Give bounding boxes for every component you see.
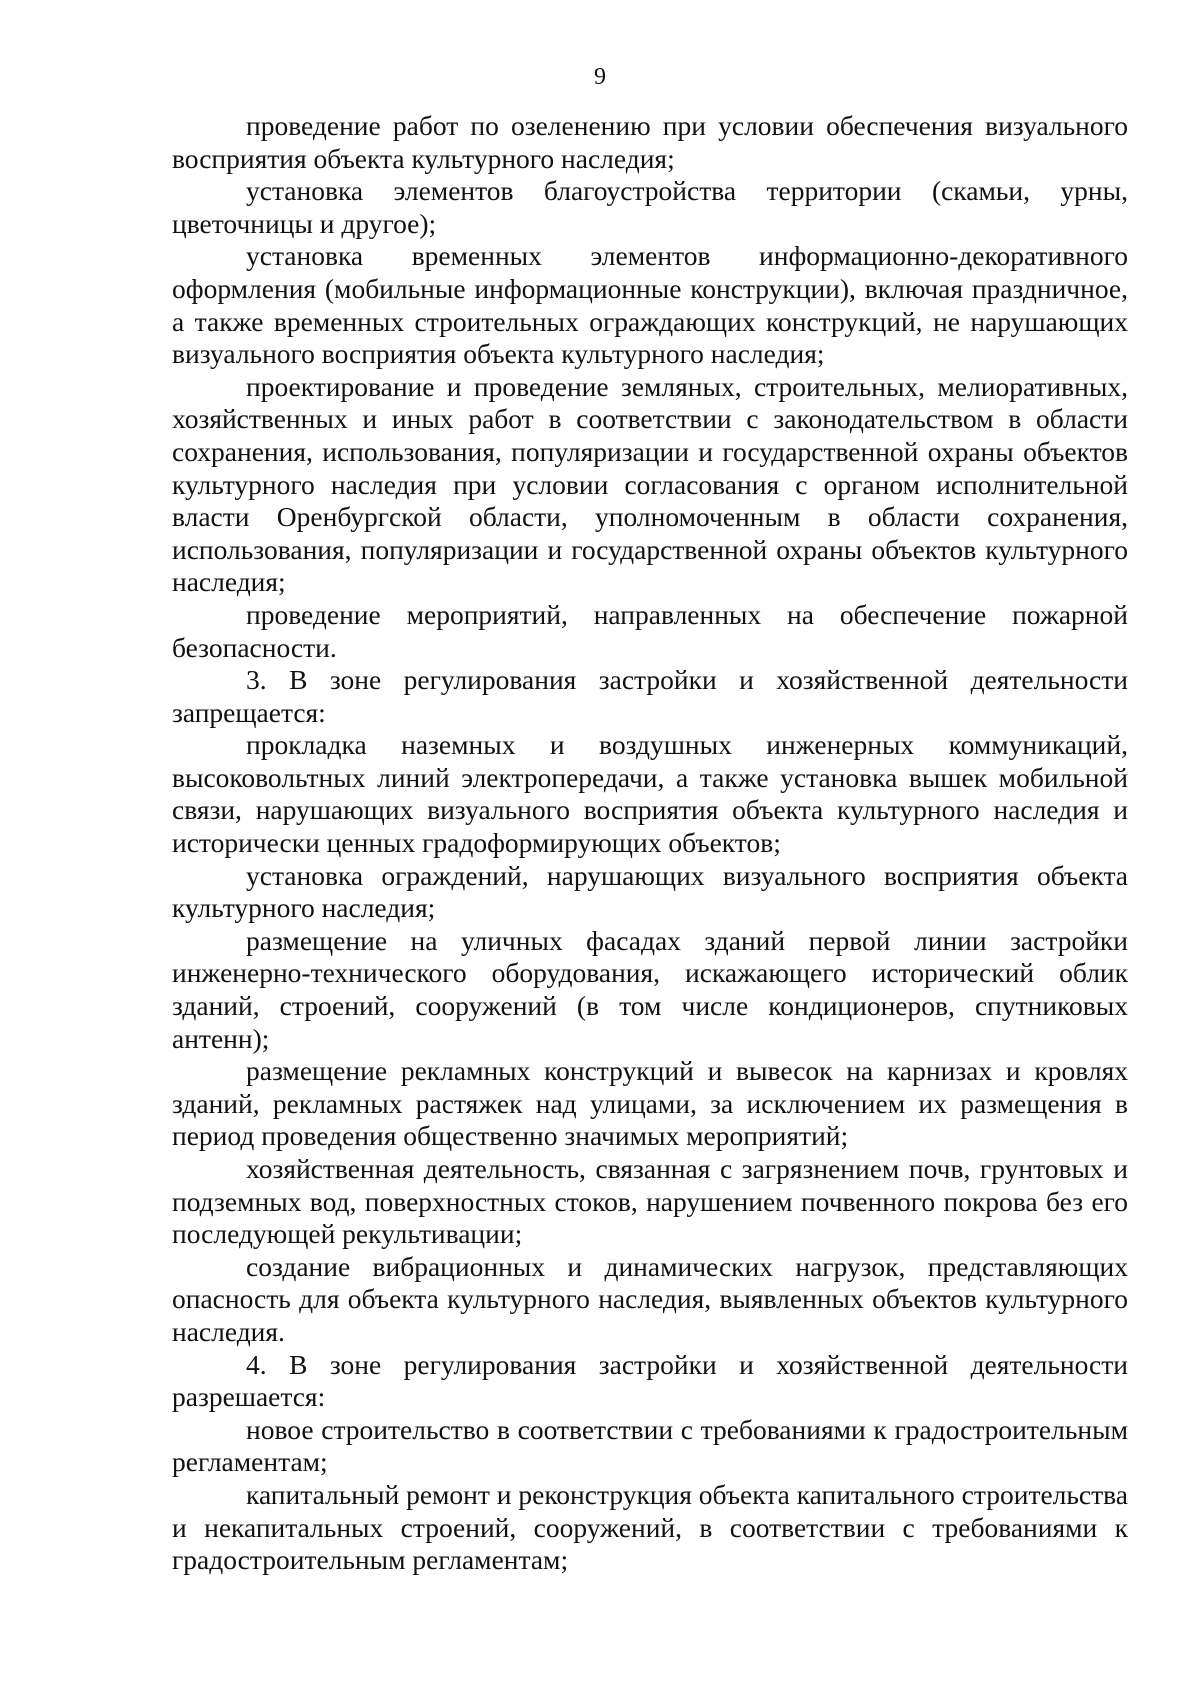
paragraph: размещение на уличных фасадах зданий первой линии застройки инженерно-технического оборудования, искажающего исторический облик зданий, строений, сооружений (в том числе кондиционеров, спутниковых антенн); <box>172 924 1128 1054</box>
paragraph: хозяйственная деятельность, связанная с загрязнением почв, грунтовых и подземных вод, поверхностных стоков, нарушением почвенного покрова без его последующей рекультивации; <box>172 1153 1128 1250</box>
paragraph: размещение рекламных конструкций и вывесок на карнизах и кровлях зданий, рекламных растяжек над улицами, за исключением их размещения в период проведения общественно значимых мероприятий; <box>172 1055 1128 1152</box>
paragraph: новое строительство в соответствии с требованиями к градостроительным регламентам; <box>172 1413 1128 1478</box>
document-body <box>172 110 1128 1577</box>
page-number: 9 <box>594 64 606 90</box>
paragraph: проведение работ по озеленению при условии обеспечения визуального восприятия объекта культурного наследия; <box>172 110 1128 174</box>
paragraph: установка ограждений, нарушающих визуального восприятия объекта культурного наследия; <box>172 859 1128 924</box>
paragraph: установка временных элементов информационно-декоративного оформления (мобильные информационные конструкции), включая праздничное, а также временных строительных ограждающих конструкций, не нарушающих визуального восприятия объекта культурного наследия; <box>172 240 1128 370</box>
paragraph: прокладка наземных и воздушных инженерных коммуникаций, высоковольтных линий электропередачи, а также установка вышек мобильной связи, нарушающих визуального восприятия объекта культурного наследия и исторически ценных градоформирующих объектов; <box>172 729 1128 859</box>
paragraph: капитальный ремонт и реконструкция объекта капитального строительства и некапитальных строений, сооружений, в соответствии с требованиями к градостроительным регламентам; <box>172 1478 1128 1576</box>
paragraph: проведение мероприятий, направленных на обеспечение пожарной безопасности. <box>172 598 1128 663</box>
paragraph: проектирование и проведение земляных, строительных, мелиоративных, хозяйственных и иных работ в соответствии с законодательством в области сохранения, использования, популяризации и государственной охраны объектов культурного наследия при условии согласования с органом исполнительной власти Оренбургской области, уполномоченным в области сохранения, использования, популяризации и государственной охраны объектов культурного наследия; <box>172 370 1128 598</box>
paragraph: установка элементов благоустройства территории (скамьи, урны, цветочницы и другое); <box>172 175 1128 239</box>
paragraph-section-4: 4. В зоне регулирования застройки и хозяйственной деятельности разрешается: <box>172 1348 1128 1413</box>
paragraph: создание вибрационных и динамических нагрузок, представляющих опасность для объекта культурного наследия, выявленных объектов культурного наследия. <box>172 1250 1128 1347</box>
paragraph-section-3: 3. В зоне регулирования застройки и хозяйственной деятельности запрещается: <box>172 664 1128 728</box>
